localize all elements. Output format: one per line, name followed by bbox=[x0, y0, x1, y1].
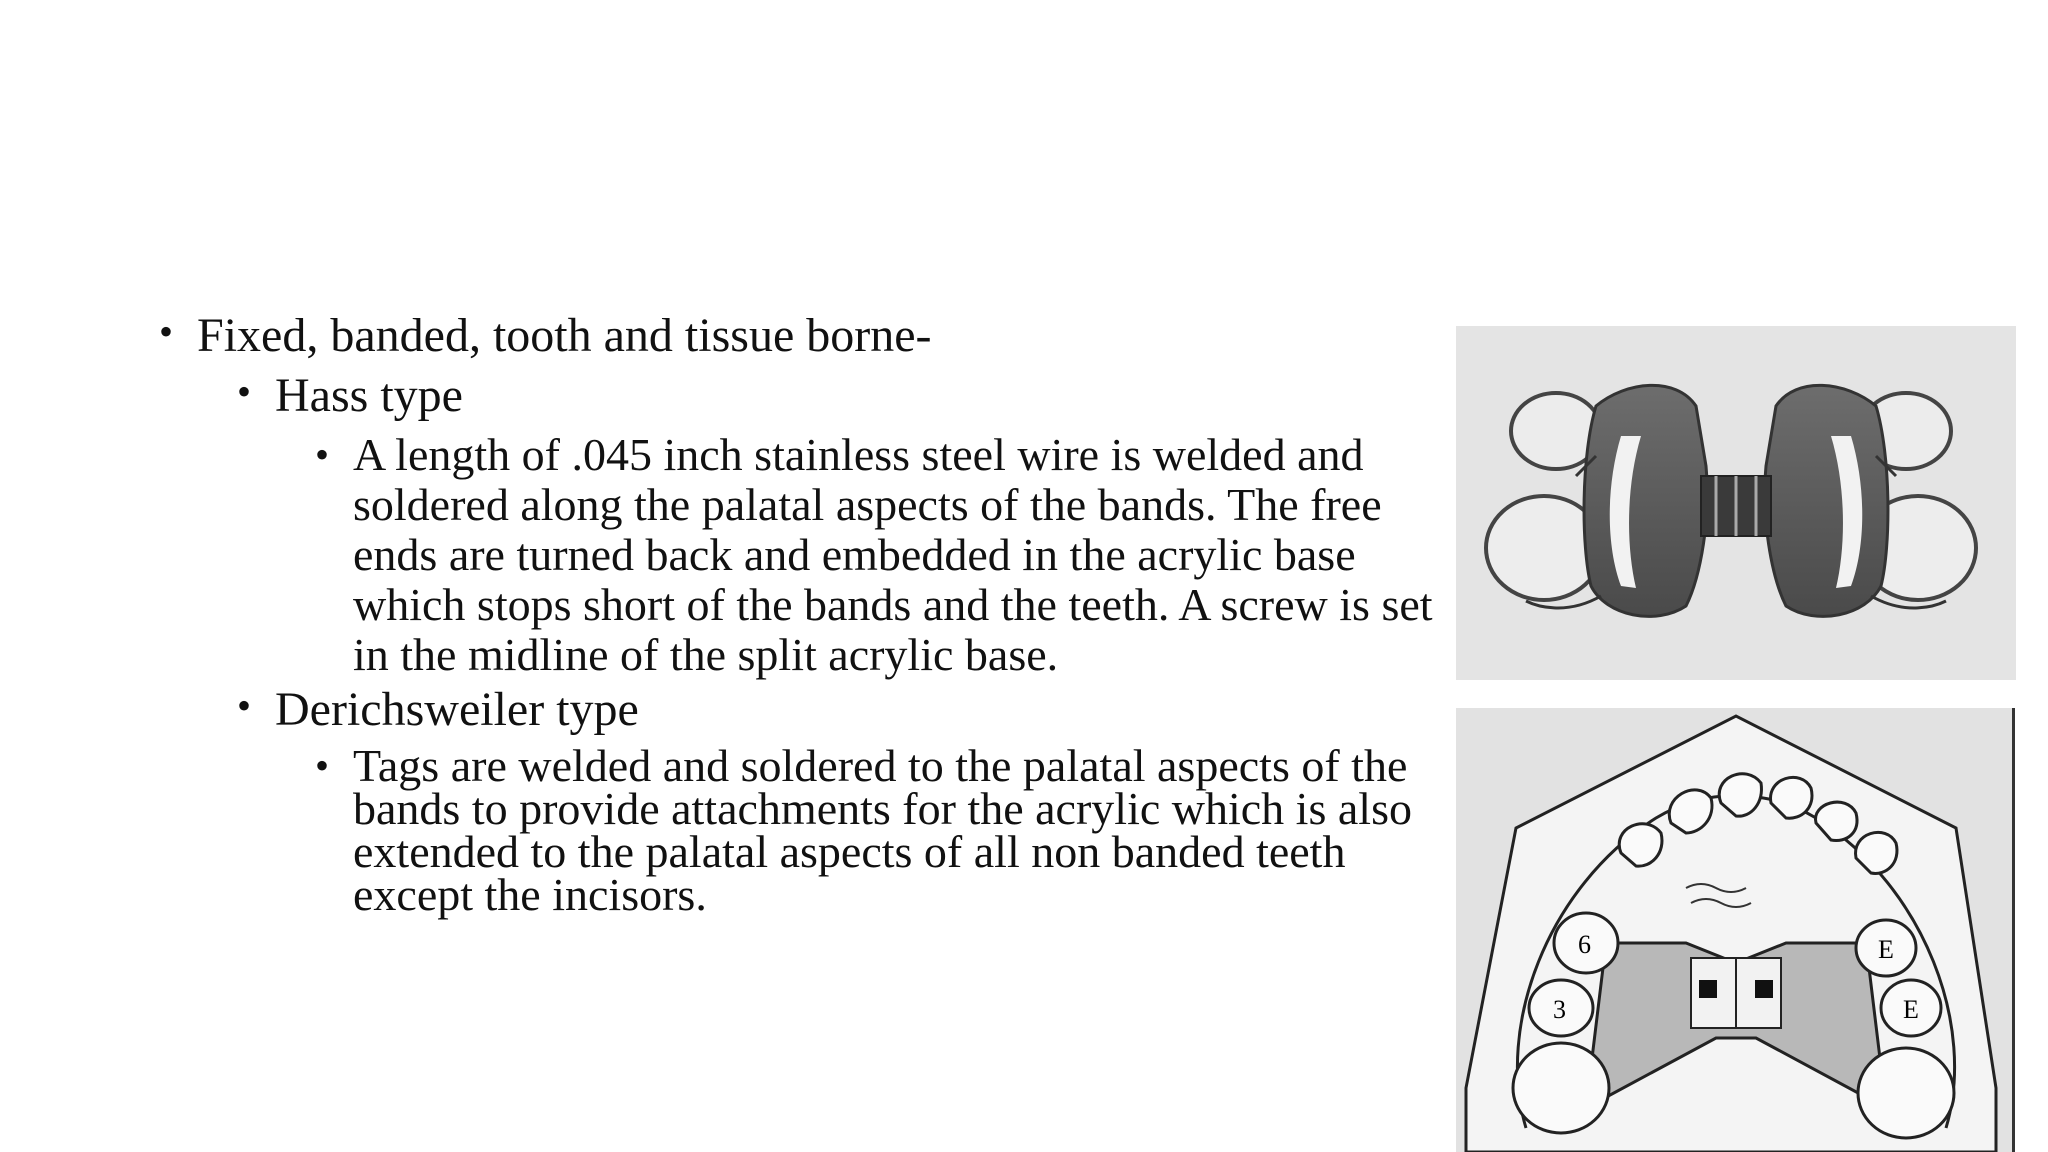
bullet-text: Tags are welded and soldered to the palatal aspects of the bands to provide attachments for the acrylic which is also extended to the palatal aspects of all non banded teeth except the incisors. bbox=[353, 740, 1412, 920]
bullet-hass-description bbox=[315, 429, 1445, 680]
bullet-text: A length of .045 inch stainless steel wire is welded and soldered along the palatal aspects of the bands. The free ends are turned back and embedded in the acrylic base which stops short of the bands and the teeth. A screw is set in the midline of the split acrylic base. bbox=[353, 429, 1433, 680]
bullet-text: Derichsweiler type bbox=[275, 683, 639, 736]
bullet-hass-type bbox=[237, 369, 1445, 422]
tooth-label-right-2: E bbox=[1903, 995, 1919, 1024]
bullet-list bbox=[155, 309, 1445, 922]
bullet-dot: • bbox=[159, 309, 174, 354]
hass-appliance-photo bbox=[1456, 326, 2016, 680]
tooth-label-left-1: 6 bbox=[1578, 930, 1591, 959]
bullet-dot: • bbox=[237, 369, 252, 414]
tooth-label-left-2: 3 bbox=[1553, 995, 1566, 1024]
bullet-derichsweiler-description bbox=[315, 740, 1445, 920]
bullet-dot: • bbox=[315, 432, 330, 477]
bullet-fixed-banded bbox=[159, 309, 1445, 362]
tooth-label-right-1: E bbox=[1878, 935, 1894, 964]
derichsweiler-appliance-drawing bbox=[1456, 708, 2015, 1152]
bullet-text: Hass type bbox=[275, 369, 463, 422]
bullet-dot: • bbox=[315, 743, 330, 788]
bullet-text: Fixed, banded, tooth and tissue borne- bbox=[197, 309, 932, 362]
bullet-dot: • bbox=[237, 683, 252, 728]
derichsweiler-appliance-illustration bbox=[1456, 708, 2012, 1152]
hass-appliance-illustration bbox=[1456, 326, 2016, 680]
bullet-derichsweiler-type bbox=[237, 683, 1445, 736]
